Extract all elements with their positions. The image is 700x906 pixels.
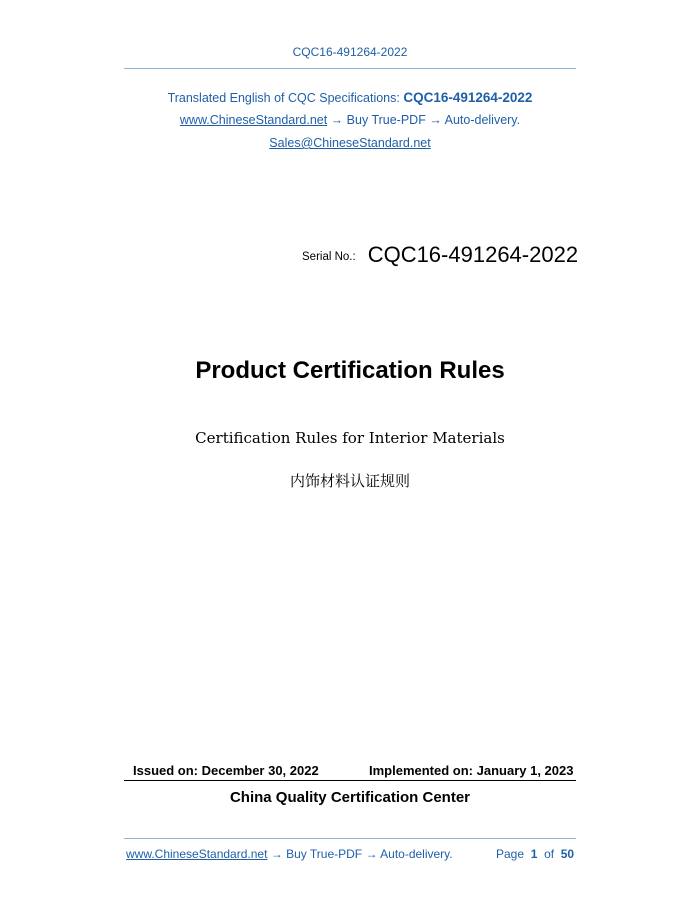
serial-label: Serial No.:: [302, 251, 356, 263]
subtitle-chinese: 内饰材料认证规则: [289, 472, 410, 490]
serial-value: CQC16-491264-2022: [367, 242, 579, 267]
header-document-code: CQC16-491264-2022: [292, 45, 408, 59]
issued-date: Issued on: December 30, 2022: [133, 763, 319, 778]
sales-email-link[interactable]: Sales@ChineseStandard.net: [269, 136, 431, 150]
header-divider: [124, 68, 576, 69]
footer-divider: [124, 838, 576, 839]
purchase-line: [0, 113, 700, 127]
footer-buy-text: Buy True-PDF: [286, 847, 363, 861]
serial-number: [302, 242, 578, 268]
translation-prefix: Translated English of CQC Specifications:: [167, 91, 404, 105]
arrow-icon: →: [267, 847, 287, 861]
subtitle-english: Certification Rules for Interior Materials: [195, 429, 505, 447]
issuing-organization: China Quality Certification Center: [229, 789, 471, 806]
auto-delivery-text: Auto-delivery.: [444, 113, 521, 127]
arrow-icon: →: [425, 113, 445, 127]
buy-true-pdf-text: Buy True-PDF: [346, 113, 426, 127]
page-indicator: [496, 847, 574, 861]
page-total: 50: [560, 847, 575, 861]
translation-notice: [0, 90, 700, 105]
footer-chinesestandard-link[interactable]: www.ChineseStandard.net: [126, 847, 268, 861]
page-current: 1: [530, 847, 538, 861]
implemented-date: Implemented on: January 1, 2023: [369, 763, 574, 778]
page-label: Page: [496, 847, 525, 861]
chinesestandard-link[interactable]: www.ChineseStandard.net: [179, 113, 328, 127]
issuer-divider: [124, 780, 576, 781]
arrow-icon: →: [327, 113, 347, 127]
footer-auto-delivery-text: Auto-delivery.: [380, 847, 453, 861]
footer-purchase-line: [126, 847, 453, 861]
document-title: Product Certification Rules: [195, 357, 505, 384]
sales-line: [0, 136, 700, 150]
arrow-icon: →: [362, 847, 381, 861]
of-label: of: [544, 847, 555, 861]
translation-code: CQC16-491264-2022: [403, 90, 533, 105]
